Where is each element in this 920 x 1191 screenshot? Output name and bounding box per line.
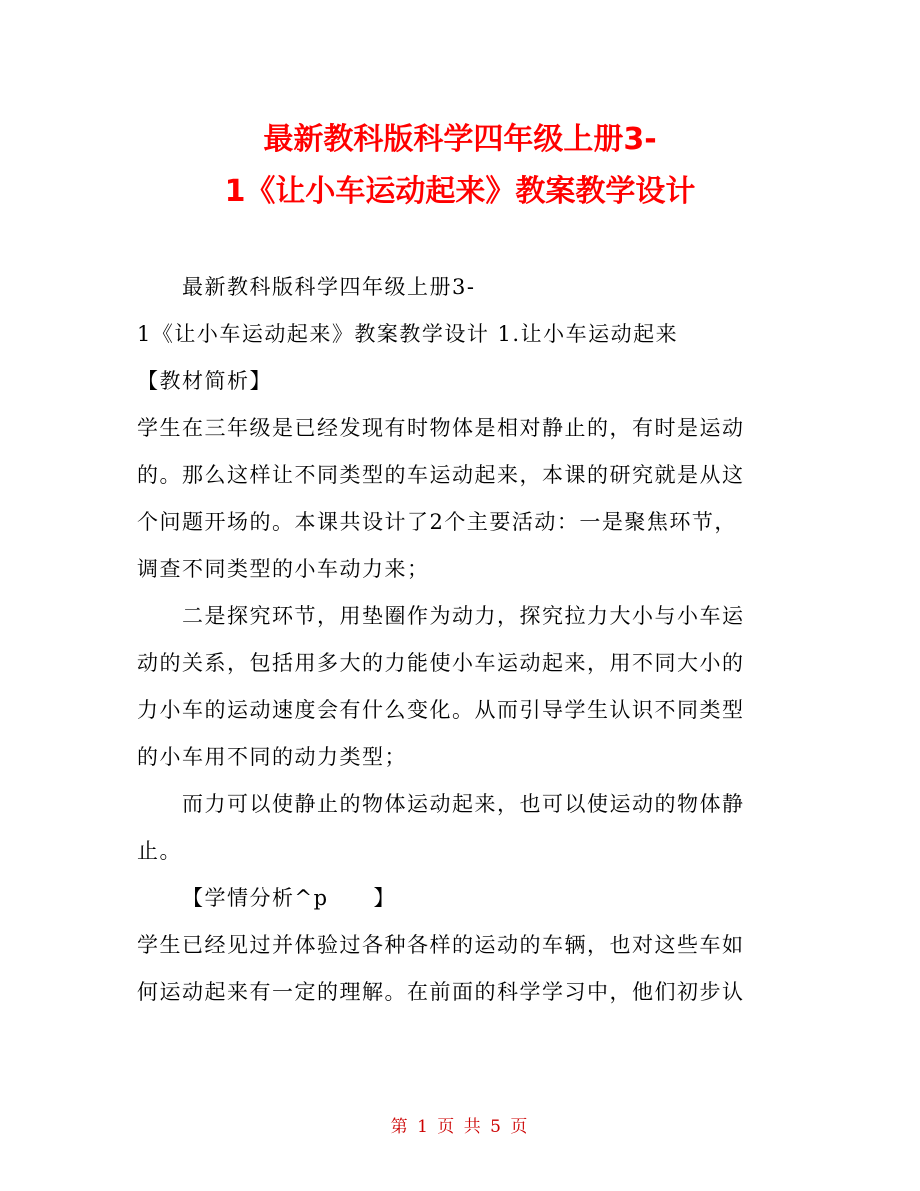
paragraph-line: 止。 xyxy=(137,839,182,863)
section-heading: 【学情分析^p 】 xyxy=(182,886,397,910)
paragraph-line: 1《让小车运动起来》教案教学设计 1.让小车运动起来 xyxy=(137,322,679,346)
paragraph-line: 动的关系，包括用多大的力能使小车运动起来，用不同大小的 xyxy=(137,651,745,675)
paragraph-line: 的。那么这样让不同类型的车运动起来，本课的研究就是从这 xyxy=(137,463,745,487)
page-footer: 第 1 页 共 5 页 xyxy=(390,1117,530,1137)
paragraph-line: 二是探究环节，用垫圈作为动力，探究拉力大小与小车运 xyxy=(182,604,745,628)
section-heading: 【教材简析】 xyxy=(137,369,272,393)
paragraph-line: 而力可以使静止的物体运动起来，也可以使运动的物体静 xyxy=(182,792,745,816)
paragraph-line: 何运动起来有一定的理解。在前面的科学学习中，他们初步认 xyxy=(137,980,745,1004)
paragraph-line: 个问题开场的。本课共设计了2个主要活动：一是聚焦环节， xyxy=(137,510,737,534)
paragraph-line: 学生在三年级是已经发现有时物体是相对静止的，有时是运动 xyxy=(137,416,745,440)
paragraph-line: 学生已经见过并体验过各种各样的运动的车辆，也对这些车如 xyxy=(137,933,745,957)
paragraph-line: 力小车的运动速度会有什么变化。从而引导学生认识不同类型 xyxy=(137,698,745,722)
document-title-line2: 1《让小车运动起来》教案教学设计 xyxy=(224,174,696,209)
document-title-line1: 最新教科版科学四年级上册3- xyxy=(263,122,657,157)
paragraph-line: 调查不同类型的小车动力来； xyxy=(137,557,430,581)
paragraph-line: 的小车用不同的动力类型； xyxy=(137,745,407,769)
paragraph-line: 最新教科版科学四年级上册3- xyxy=(182,275,476,299)
